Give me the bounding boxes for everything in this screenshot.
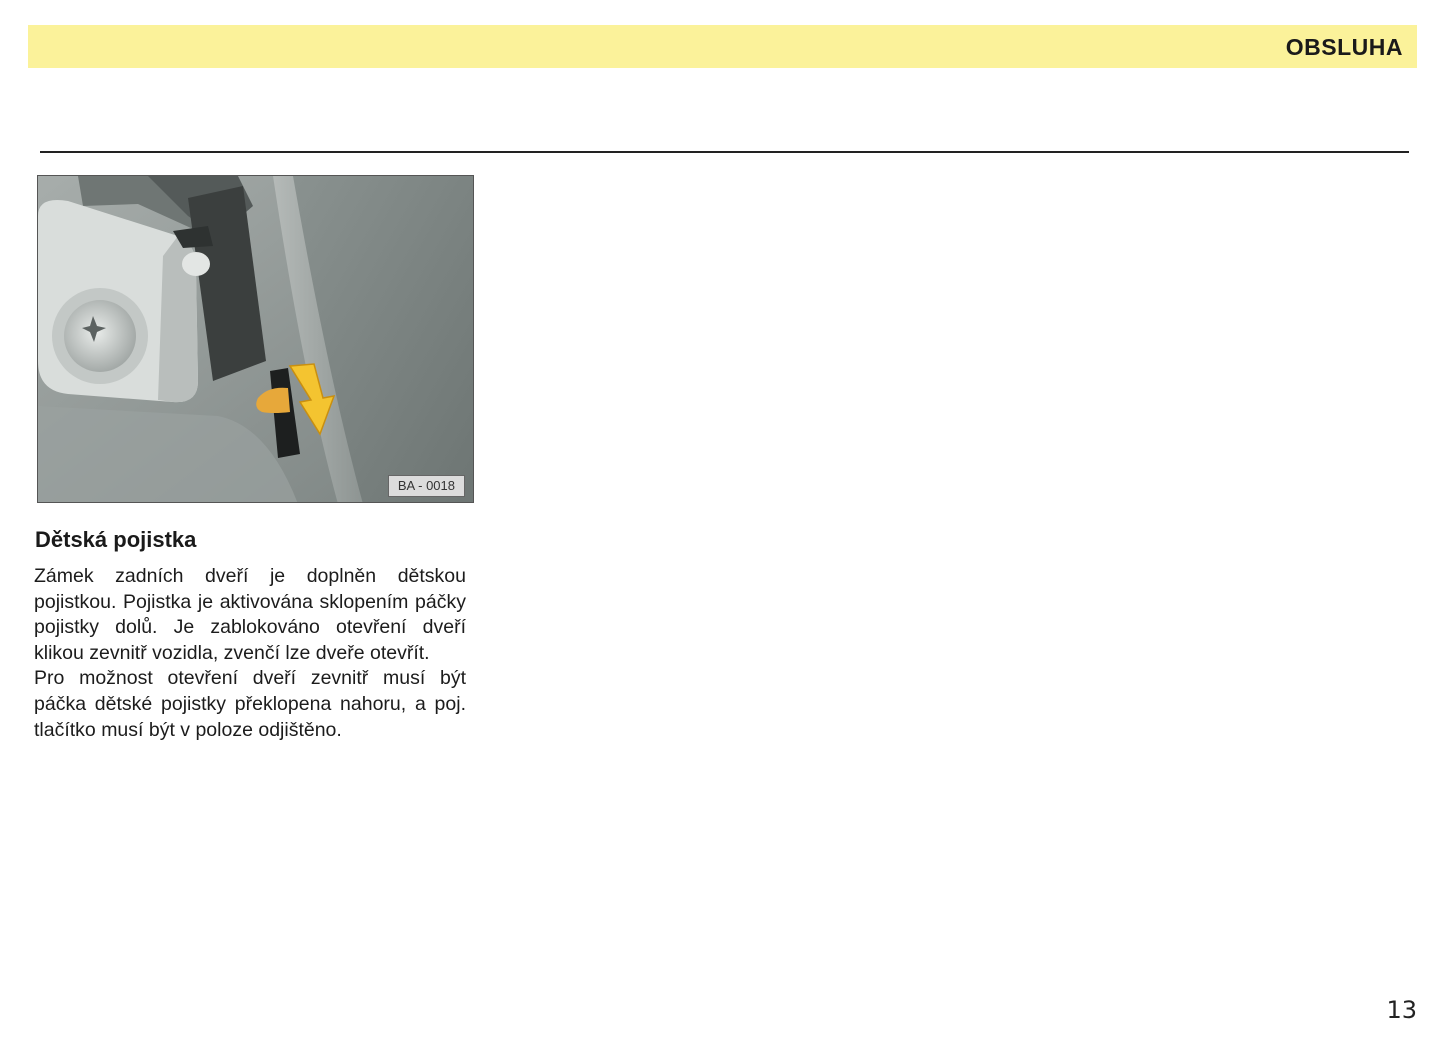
article-body <box>34 564 466 743</box>
child-lock-lever-illustration <box>38 176 474 503</box>
figure-code-label: BA - 0018 <box>388 475 465 497</box>
article-paragraph: Zámek zadních dveří je doplněn dětskou pojistkou. Pojistka je aktivována sklopením páčky pojistky dolů. Je zablokováno otevření dveří klikou zevnitř vozidla, zvenčí lze dveře otevřít. <box>34 565 466 664</box>
section-header-band <box>28 25 1417 68</box>
child-lock-figure <box>37 175 474 503</box>
article-paragraph: Pro možnost otevření dveří zevnitř musí být páčka dětské pojistky překlopena nahoru, a poj. tlačítko musí být v poloze odjištěno. <box>34 667 466 741</box>
article-title: Dětská pojistka <box>35 527 197 552</box>
section-title-obsluha: OBSLUHA <box>1285 34 1403 60</box>
page-number: 13 <box>1386 996 1417 1024</box>
horizontal-rule <box>40 151 1409 153</box>
